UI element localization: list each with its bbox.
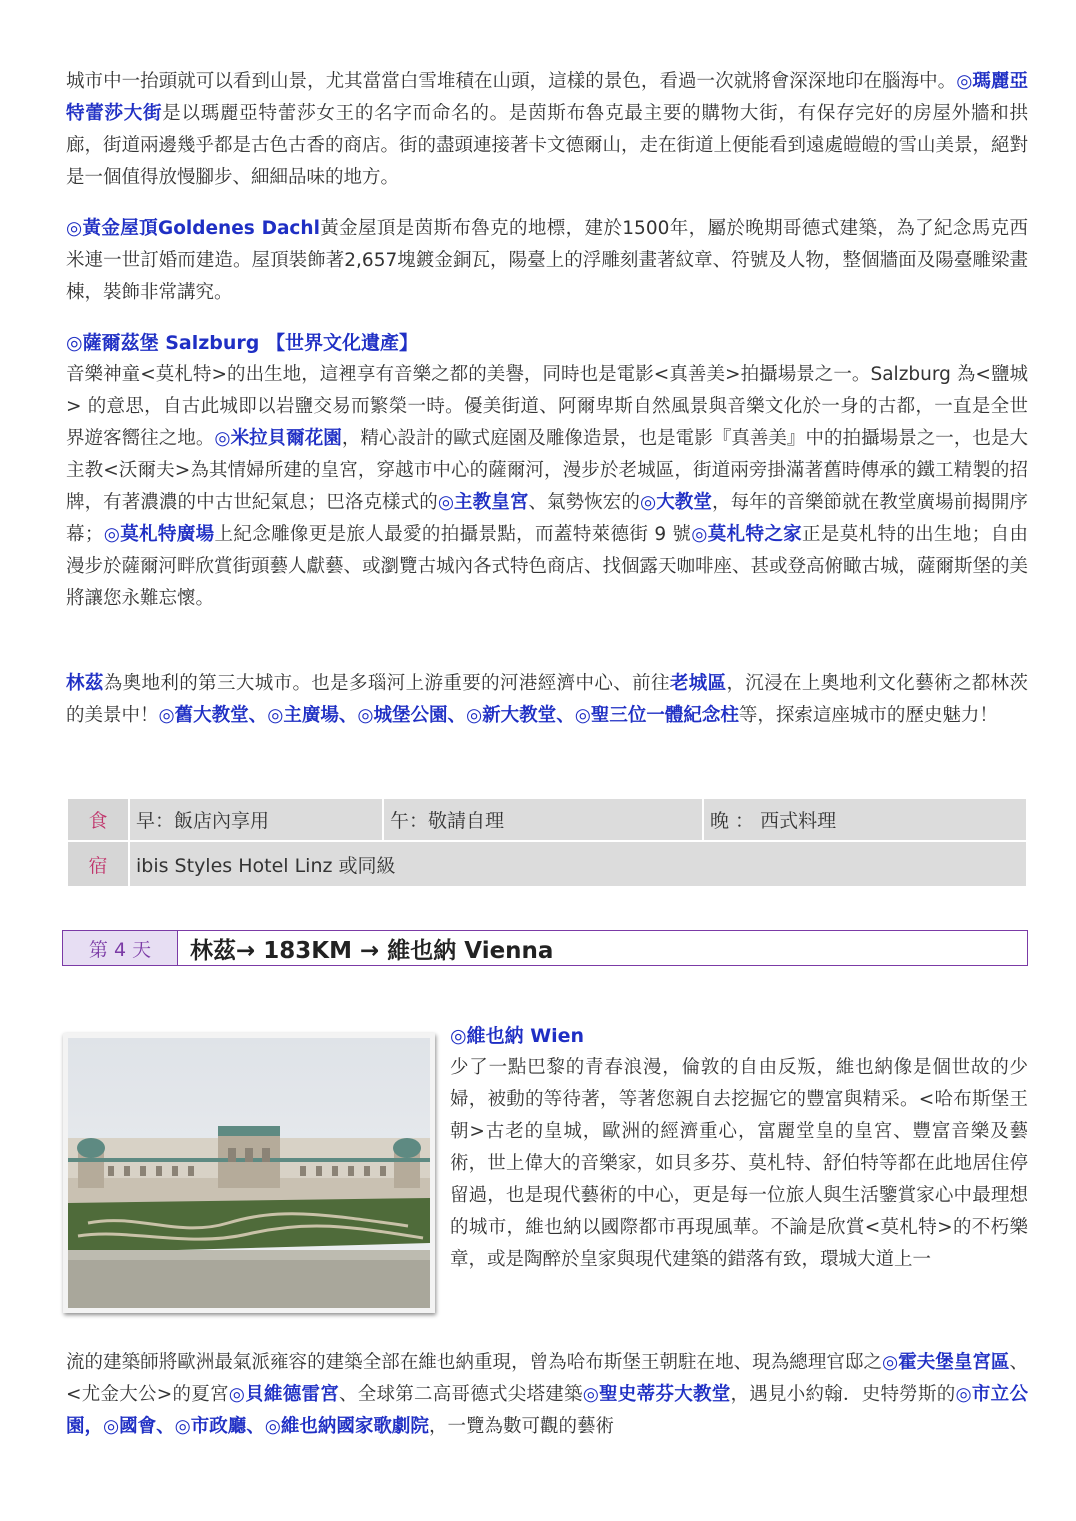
vienna-section bbox=[450, 1020, 1028, 1276]
paragraph-text: 、全球第二高哥德式尖塔建築 bbox=[338, 1384, 583, 1405]
belvedere-image bbox=[68, 1038, 430, 1308]
separator: 、 bbox=[447, 705, 467, 726]
meal-row bbox=[67, 798, 1027, 841]
linz-paragraph bbox=[66, 668, 1028, 732]
paragraph-text: 為奧地利的第三大城市。也是多瑙河上游重要的河港經濟中心、前往 bbox=[103, 673, 670, 694]
hotel-cell: ibis Styles Hotel Linz 或同級 bbox=[129, 841, 1027, 887]
highlight-belvedere: ◎貝維德雷宮 bbox=[228, 1384, 339, 1405]
separator: 、 bbox=[248, 705, 268, 726]
innsbruck-street-paragraph bbox=[66, 66, 1028, 194]
paragraph-text: 流的建築師將歐洲最氣派雍容的建築全部在維也納重現，曾為哈布斯堡王朝駐在地、現為總理官邸之 bbox=[66, 1352, 882, 1373]
paragraph-text: ，每年的音樂節就在教堂廣場前揭開序幕； bbox=[66, 492, 1028, 545]
highlight-linz: 林茲 bbox=[66, 673, 104, 694]
salzburg-heading: ◎薩爾茲堡 Salzburg 【世界文化遺產】 bbox=[66, 332, 418, 354]
paragraph-text: 等，探索這座城市的歷史魅力！ bbox=[738, 705, 998, 726]
meal-table bbox=[66, 797, 1028, 888]
vienna-photo bbox=[63, 1033, 435, 1313]
hotel-row bbox=[67, 841, 1027, 887]
day-badge: 第 4 天 bbox=[63, 931, 178, 965]
food-label: 食 bbox=[67, 798, 129, 841]
paragraph-text: ，一覽為數可觀的藝術 bbox=[428, 1416, 614, 1437]
paragraph-text: 是以瑪麗亞特蕾莎女王的名字而命名的。是茵斯布魯克最主要的購物大街，有保存完好的房屋外牆和拱廊，街道兩邊幾乎都是古色古香的商店。街的盡頭連接著卡文德爾山，走在街道上便能看到遠處皚皚的雪山美景，絕對是一個值得放慢腳步、細細品味的地方。 bbox=[66, 103, 1029, 188]
highlight-maria-theresien-strasse: ◎瑪麗亞特蕾莎大街 bbox=[66, 71, 1028, 124]
paragraph-text: 音樂神童<莫札特>的出生地，這裡享有音樂之都的美譽，同時也是電影<真善美>拍攝場景之一。Salzburg 為<鹽城> 的意思，自古此城即以岩鹽交易而繁榮一時。優美街道、阿爾卑斯自然風景與音樂文化於一身的古都，一直是全世界遊客嚮往之地。 bbox=[66, 364, 1028, 449]
highlight-castle-park: ◎城堡公園 bbox=[357, 705, 448, 726]
vienna-paragraph-continued bbox=[66, 1347, 1028, 1443]
paragraph-text: 、氣勢恢宏的 bbox=[528, 492, 640, 513]
salzburg-paragraph bbox=[66, 359, 1028, 615]
day-header bbox=[62, 930, 1028, 966]
day-title: 林茲→ 183KM → 維也納 Vienna bbox=[190, 937, 554, 964]
highlight-new-cathedral: ◎新大教堂 bbox=[466, 705, 557, 726]
lunch-cell: 午：敬請自理 bbox=[383, 798, 703, 841]
paragraph-text: 城市中一抬頭就可以看到山景，尤其當當白雪堆積在山頭，這樣的景色，看過一次就將會深深地印在腦海中。 bbox=[66, 71, 957, 92]
highlight-vienna-landmarks: ◎市立公園，◎國會、◎市政廳、◎維也納國家歌劇院 bbox=[66, 1384, 1028, 1437]
highlight-old-cathedral: ◎舊大教堂 bbox=[158, 705, 249, 726]
stay-label: 宿 bbox=[67, 841, 129, 887]
paragraph-text: 上紀念雕像更是旅人最愛的拍攝景點，而蓋特萊德街 9 號 bbox=[214, 524, 692, 545]
paragraph-text: ，沉浸在上奧地利文化藝術之都林茨的美景中！ bbox=[66, 673, 1028, 726]
separator: 、 bbox=[338, 705, 358, 726]
highlight-old-town: 老城區 bbox=[669, 673, 727, 694]
paragraph-text: ，遇見小約翰．史特勞斯的 bbox=[730, 1384, 956, 1405]
dinner-cell: 晚 ： 西式料理 bbox=[703, 798, 1027, 841]
golden-roof-paragraph bbox=[66, 213, 1028, 309]
highlight-main-square: ◎主廣場 bbox=[267, 705, 339, 726]
vienna-heading: ◎維也納 Wien bbox=[450, 1025, 585, 1047]
highlight-cathedral: ◎大教堂 bbox=[639, 492, 712, 513]
separator: 、 bbox=[556, 705, 575, 726]
vienna-intro: 少了一點巴黎的青春浪漫，倫敦的自由反叛，維也納像是個世故的少婦，被動的等待著，等著您親自去挖掘它的豐富與精采。<哈布斯堡王朝>古老的皇城，歐洲的經濟重心，富麗堂皇的皇宮、豐富音樂及藝術，世上偉大的音樂家，如貝多芬、莫札特、舒伯特等都在此地居住停留過，也是現代藝術的中心，更是每一位旅人與生活鑒賞家心中最理想的城市，維也納以國際都市再現風華。不論是欣賞<莫札特>的不朽樂章，或是陶醉於皇家與現代建築的錯落有致，環城大道上一 bbox=[450, 1057, 1028, 1270]
paragraph-text: 黃金屋頂是茵斯布魯克的地標，建於1500年，屬於晚期哥德式建築，為了紀念馬克西米連一世訂婚而建造。屋頂裝飾著2,657塊鍍金銅瓦，陽臺上的浮雕刻畫著紋章、符號及人物，整個牆面及陽臺雕梁畫棟，裝飾非常講究。 bbox=[66, 218, 1028, 303]
paragraph-text: 、<尤金大公>的夏宮 bbox=[66, 1352, 1028, 1405]
highlight-golden-roof: ◎黃金屋頂Goldenes Dachl bbox=[66, 218, 320, 239]
highlight-trinity-column: ◎聖三位一體紀念柱 bbox=[574, 705, 739, 726]
breakfast-cell: 早：飯店內享用 bbox=[129, 798, 383, 841]
highlight-mozart-house: ◎莫札特之家 bbox=[691, 524, 803, 545]
highlight-residenz: ◎主教皇宮 bbox=[437, 492, 529, 513]
highlight-hofburg: ◎霍夫堡皇宮區 bbox=[882, 1352, 1010, 1373]
highlight-mirabell-garden: ◎米拉貝爾花園 bbox=[214, 428, 342, 449]
highlight-mozart-square: ◎莫札特廣場 bbox=[103, 524, 215, 545]
highlight-st-stephens: ◎聖史蒂芬大教堂 bbox=[582, 1384, 731, 1405]
paragraph-text: ，精心設計的歐式庭園及雕像造景，也是電影『真善美』中的拍攝場景之一，也是大主教<沃爾夫>為其情婦所建的皇宮，穿越市中心的薩爾河，漫步於老城區，街道兩旁掛滿著舊時傳承的鐵工精製的招牌，有著濃濃的中古世紀氣息；巴洛克樣式的 bbox=[66, 428, 1028, 513]
paragraph-text: 正是莫札特的出生地；自由漫步於薩爾河畔欣賞街頭藝人獻藝、或瀏覽古城內各式特色商店、找個露天咖啡座、甚或登高俯瞰古城，薩爾斯堡的美將讓您永難忘懷。 bbox=[66, 524, 1029, 609]
salzburg-section bbox=[66, 327, 1028, 615]
